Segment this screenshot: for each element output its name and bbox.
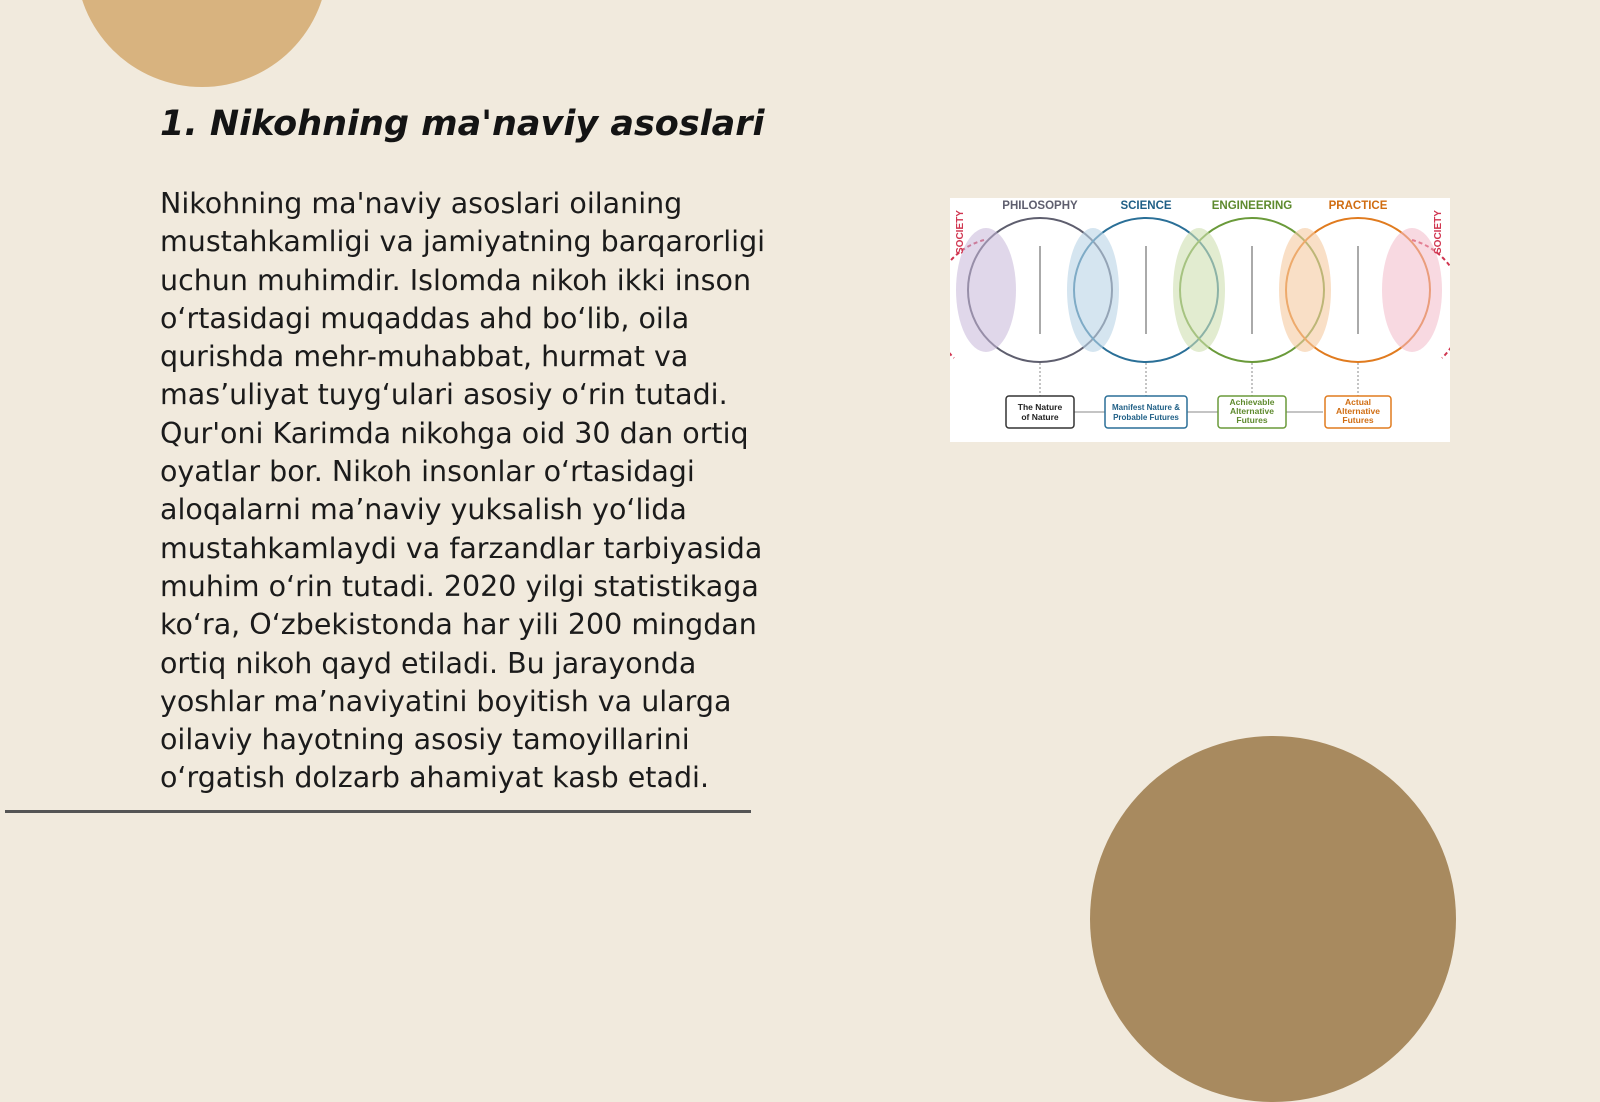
body-line: Nikohning ma'naviy asoslari oilaning [160,187,683,220]
heading-engineering: ENGINEERING [1211,200,1293,212]
overlap-engineering-practice [1279,228,1331,352]
box-science-line-2: Probable Futures [1113,413,1179,422]
body-line: Qur'oni Karimda nikohga oid 30 dan ortiq [160,416,749,450]
body-line: ko‘ra, O‘zbekistonda har yili 200 mingdan [160,608,757,642]
box-engineering-line-3: Futures [1236,415,1268,425]
body-line: mustahkamligi va jamiyatning barqarorligi [160,225,766,259]
heading-science: SCIENCE [1120,200,1172,212]
body-line: yoshlar ma’naviyatini boyitish va ularga [160,684,732,718]
box-practice-line-3: Futures [1342,415,1374,425]
body-line: o‘rgatish dolzarb ahamiyat kasb etadi. [160,761,710,795]
body-line: qurishda mehr-muhabbat, hurmat va [160,340,689,374]
venn-diagram-image [950,198,1450,442]
body-line: mas’uliyat tuyg‘ulari asosiy o‘rin tutadi. [160,378,728,412]
body-line: muhim o‘rin tutadi. 2020 yilgi statistikaga [160,569,759,603]
overlap-philosophy-science [1067,228,1119,352]
body-line: o‘rtasidagi muqaddas ahd bo‘lib, oila [160,301,690,335]
body-line: oilaviy hayotning asosiy tamoyillarini [160,723,690,757]
box-practice-line-2: Alternative [1336,406,1380,416]
body-line: uchun muhimdir. Islomda nikoh ikki inson [160,263,752,297]
heading-practice: PRACTICE [1328,200,1388,212]
box-science-line-1: Manifest Nature & [1111,403,1181,412]
body-line: ortiq nikoh qayd etiladi. Bu jarayonda [160,646,697,680]
overlap-science-engineering [1173,228,1225,352]
box-philosophy-line-1: The Nature [1017,402,1063,412]
box-science [1105,396,1187,428]
box-philosophy-line-2: of Nature [1021,412,1059,422]
heading-philosophy: PHILOSOPHY [1002,200,1078,212]
society-label-left: SOCIETY [955,210,966,254]
horizontal-rule [5,810,751,813]
slide-title: 1. Nikohning ma'naviy asoslari [160,104,765,144]
box-practice-line-1: Actual [1345,397,1371,407]
body-line: mustahkamlaydi va farzandlar tarbiyasida [160,531,763,565]
decorative-circle-bottom [1090,736,1456,1102]
body-line: oyatlar bor. Nikoh insonlar o‘rtasidagi [160,455,695,489]
box-engineering-line-1: Achievable [1229,397,1275,407]
body-line: aloqalarni ma’naviy yuksalish yo‘lida [160,493,687,527]
decorative-circle-top [76,0,328,87]
diagram-svg [950,198,1450,442]
slide-body-text [160,185,820,798]
society-label-right: SOCIETY [1433,210,1444,254]
box-engineering-line-2: Alternative [1230,406,1274,416]
